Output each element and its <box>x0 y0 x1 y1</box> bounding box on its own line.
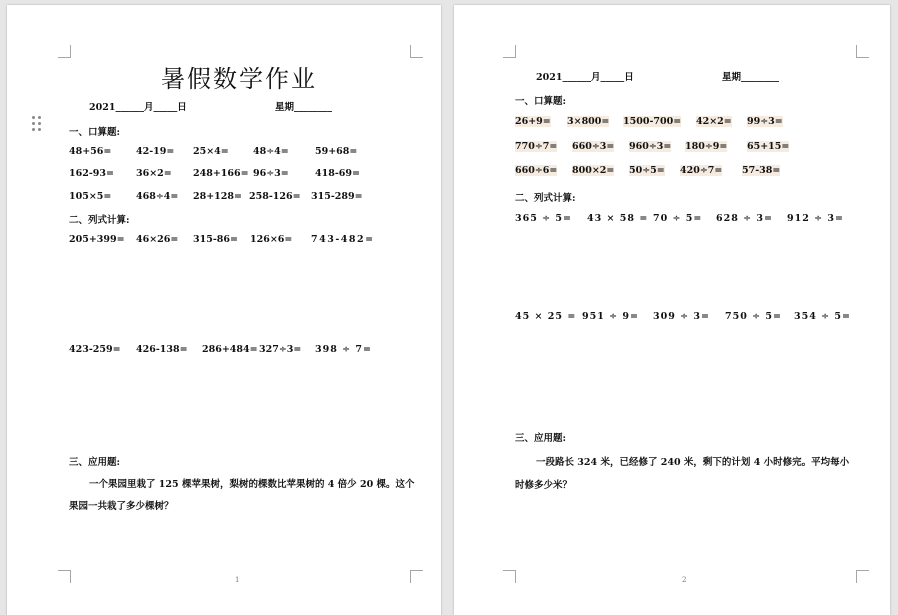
oral-item: 50÷5= <box>629 165 665 176</box>
section-word-problem-heading: 三、应用题: <box>515 433 567 444</box>
oral-item: 105×5= <box>69 191 112 202</box>
document-page-2 <box>454 5 890 615</box>
margin-mark-top-right <box>410 45 423 58</box>
margin-mark-bottom-left <box>58 570 71 583</box>
oral-item: 65+15= <box>747 141 790 152</box>
margin-mark-bottom-left <box>503 570 516 583</box>
date-line: 2021______月_____日 <box>536 72 634 83</box>
calc-item: 398 ÷ 7= <box>315 344 372 355</box>
oral-item: 315-289= <box>311 191 363 202</box>
word-problem-line-1: 一个果园里栽了 125 棵苹果树，梨树的棵数比苹果树的 4 倍少 20 棵。这个 <box>89 479 415 490</box>
section-calc-heading: 二、列式计算: <box>515 193 576 204</box>
page-title: 暑假数学作业 <box>161 65 317 93</box>
drag-handle-icon[interactable] <box>32 116 42 132</box>
oral-item: 960÷3= <box>629 141 672 152</box>
calc-item: 45 × 25 = <box>515 311 577 322</box>
calc-item: 205+399= <box>69 234 125 245</box>
weekday-line: 星期________ <box>275 102 333 113</box>
oral-item: 96÷3= <box>253 168 289 179</box>
page-number: 2 <box>682 576 687 584</box>
oral-item: 36×2= <box>136 168 172 179</box>
oral-item: 660÷3= <box>572 141 615 152</box>
margin-mark-bottom-right <box>856 570 869 583</box>
calc-item: 327÷3= <box>259 344 302 355</box>
calc-item: 750 ÷ 5= <box>725 311 782 322</box>
margin-mark-bottom-right <box>410 570 423 583</box>
oral-item: 180÷9= <box>685 141 728 152</box>
oral-item: 48+56= <box>69 146 112 157</box>
date-line: 2021______月_____日 <box>89 102 187 113</box>
calc-item: 423-259= <box>69 344 121 355</box>
oral-item: 59+68= <box>315 146 358 157</box>
word-problem-line-2: 果园一共栽了多少棵树？ <box>69 501 174 512</box>
oral-item: 420÷7= <box>680 165 723 176</box>
margin-mark-top-right <box>856 45 869 58</box>
section-word-problem-heading: 三、应用题: <box>69 457 121 468</box>
oral-item: 42-19= <box>136 146 175 157</box>
calc-item: 286+484= <box>202 344 258 355</box>
word-problem-line-1: 一段路长 324 米，已经修了 240 米，剩下的计划 4 小时修完。平均每小 <box>536 457 850 468</box>
oral-item: 99÷3= <box>747 116 783 127</box>
calc-item: 309 ÷ 3= <box>653 311 710 322</box>
oral-item: 162-93= <box>69 168 114 179</box>
oral-item: 26+9= <box>515 116 551 127</box>
oral-item: 42×2= <box>696 116 732 127</box>
calc-item: 46×26= <box>136 234 179 245</box>
calc-item: 70 ÷ 5= <box>653 213 703 224</box>
calc-item: 365 ÷ 5= <box>515 213 572 224</box>
oral-item: 800×2= <box>572 165 615 176</box>
calc-item: 315-86= <box>193 234 238 245</box>
oral-item: 48÷4= <box>253 146 289 157</box>
calc-item: 426-138= <box>136 344 188 355</box>
section-calc-heading: 二、列式计算: <box>69 215 130 226</box>
word-problem-line-2: 时修多少米？ <box>515 480 573 491</box>
document-page-1 <box>7 5 441 615</box>
weekday-line: 星期________ <box>722 72 780 83</box>
section-oral-heading: 一、口算题: <box>69 127 121 138</box>
oral-item: 258-126= <box>249 191 301 202</box>
margin-mark-top-left <box>58 45 71 58</box>
margin-mark-top-left <box>503 45 516 58</box>
oral-item: 25×4= <box>193 146 229 157</box>
oral-item: 770÷7= <box>515 141 558 152</box>
oral-item: 468÷4= <box>136 191 179 202</box>
oral-item: 418-69= <box>315 168 360 179</box>
section-oral-heading: 一、口算题: <box>515 96 567 107</box>
calc-item: 743-482= <box>311 234 375 245</box>
calc-item: 354 ÷ 5= <box>794 311 851 322</box>
page-number: 1 <box>235 576 240 584</box>
calc-item: 628 ÷ 3= <box>716 213 773 224</box>
calc-item: 951 ÷ 9= <box>582 311 639 322</box>
oral-item: 3×800= <box>567 116 610 127</box>
calc-item: 912 ÷ 3= <box>787 213 844 224</box>
oral-item: 1500-700= <box>623 116 682 127</box>
calc-item: 43 × 58 = <box>587 213 649 224</box>
calc-item: 126×6= <box>250 234 293 245</box>
oral-item: 248+166= <box>193 168 249 179</box>
oral-item: 28+128= <box>193 191 242 202</box>
oral-item: 57-38= <box>742 165 781 176</box>
oral-item: 660÷6= <box>515 165 558 176</box>
